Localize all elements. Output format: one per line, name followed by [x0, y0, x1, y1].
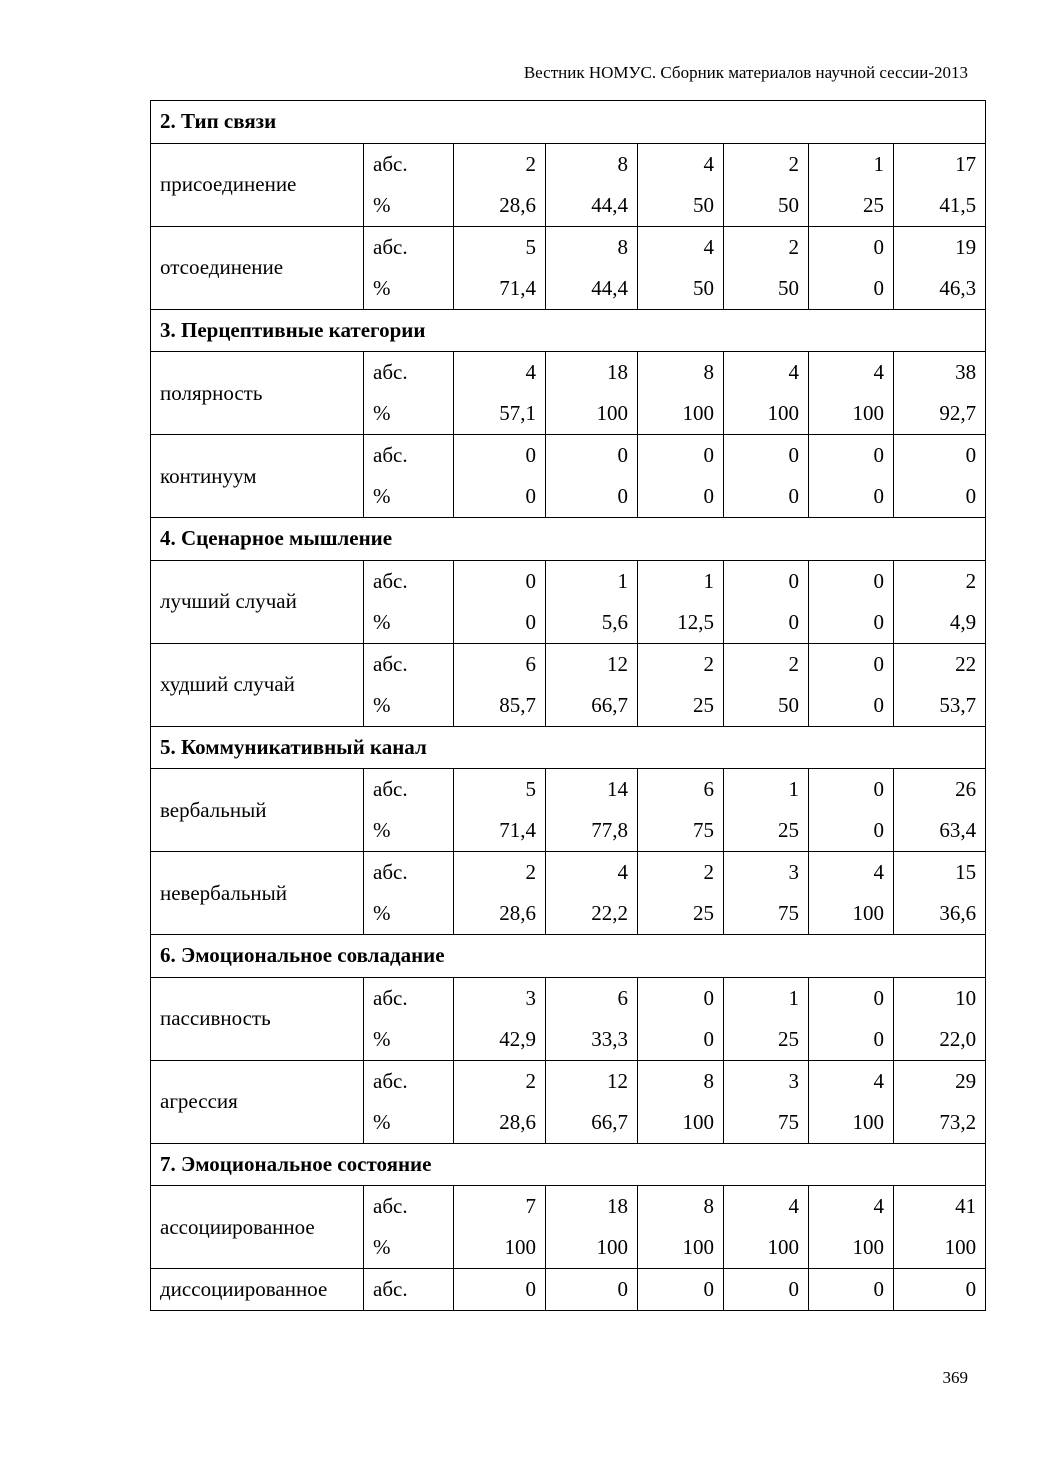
percent-value-cell: 28,6	[454, 893, 546, 935]
unit-abs: абс.	[364, 977, 454, 1019]
unit-percent: %	[364, 1227, 454, 1269]
abs-value-cell: 2	[724, 226, 809, 268]
abs-value-cell: 1	[638, 560, 724, 602]
unit-percent: %	[364, 893, 454, 935]
section-header-row	[151, 726, 986, 769]
abs-value-cell: 18	[546, 1186, 638, 1228]
percent-value-cell: 41,5	[894, 185, 986, 227]
percent-value-cell: 25	[638, 893, 724, 935]
percent-value-cell: 100	[638, 393, 724, 435]
percent-value-cell: 85,7	[454, 685, 546, 727]
unit-percent: %	[364, 1102, 454, 1144]
percent-value-cell: 0	[809, 268, 894, 310]
abs-value-cell: 1	[546, 560, 638, 602]
table-row	[151, 977, 986, 1019]
table-row	[151, 769, 986, 811]
unit-abs: абс.	[364, 1186, 454, 1228]
percent-value-cell: 50	[724, 268, 809, 310]
percent-value-cell: 22,0	[894, 1019, 986, 1061]
abs-value-cell: 17	[894, 143, 986, 185]
abs-value-cell: 0	[724, 435, 809, 477]
abs-value-cell: 29	[894, 1060, 986, 1102]
abs-value-cell: 26	[894, 769, 986, 811]
percent-value-cell: 12,5	[638, 602, 724, 644]
row-label: вербальный	[151, 769, 364, 852]
unit-percent: %	[364, 602, 454, 644]
percent-value-cell: 100	[454, 1227, 546, 1269]
abs-value-cell: 0	[809, 977, 894, 1019]
abs-value-cell: 2	[894, 560, 986, 602]
percent-value-cell: 28,6	[454, 185, 546, 227]
unit-percent: %	[364, 1019, 454, 1061]
percent-value-cell: 0	[809, 685, 894, 727]
abs-value-cell: 10	[894, 977, 986, 1019]
percent-value-cell: 0	[638, 1019, 724, 1061]
percent-value-cell: 44,4	[546, 268, 638, 310]
unit-percent: %	[364, 268, 454, 310]
abs-value-cell: 38	[894, 352, 986, 394]
row-label: пассивность	[151, 977, 364, 1060]
percent-value-cell: 5,6	[546, 602, 638, 644]
abs-value-cell: 1	[724, 769, 809, 811]
section-title: 2. Тип связи	[151, 101, 986, 144]
percent-value-cell: 0	[454, 476, 546, 518]
table-row	[151, 560, 986, 602]
abs-value-cell: 2	[638, 852, 724, 894]
percent-value-cell: 0	[809, 1019, 894, 1061]
percent-value-cell: 0	[454, 602, 546, 644]
table-row	[151, 226, 986, 268]
unit-percent: %	[364, 185, 454, 227]
table-row	[151, 1060, 986, 1102]
running-header: Вестник НОМУС. Сборник материалов научной сессии-2013	[523, 63, 968, 82]
percent-value-cell: 75	[724, 893, 809, 935]
percent-value-cell: 50	[638, 185, 724, 227]
percent-value-cell: 0	[809, 602, 894, 644]
table-row	[151, 852, 986, 894]
abs-value-cell: 19	[894, 226, 986, 268]
abs-value-cell: 0	[638, 1269, 724, 1311]
percent-value-cell: 100	[809, 1102, 894, 1144]
percent-value-cell: 100	[638, 1102, 724, 1144]
unit-abs: абс.	[364, 1269, 454, 1311]
percent-value-cell: 73,2	[894, 1102, 986, 1144]
abs-value-cell: 4	[809, 1060, 894, 1102]
abs-value-cell: 0	[809, 435, 894, 477]
percent-value-cell: 71,4	[454, 810, 546, 852]
unit-abs: абс.	[364, 352, 454, 394]
abs-value-cell: 3	[724, 852, 809, 894]
percent-value-cell: 100	[809, 893, 894, 935]
unit-abs: абс.	[364, 852, 454, 894]
percent-value-cell: 57,1	[454, 393, 546, 435]
abs-value-cell: 0	[809, 1269, 894, 1311]
section-header-row	[151, 1143, 986, 1186]
row-label: диссоциированное	[151, 1269, 364, 1311]
abs-value-cell: 7	[454, 1186, 546, 1228]
abs-value-cell: 2	[454, 1060, 546, 1102]
abs-value-cell: 1	[724, 977, 809, 1019]
abs-value-cell: 5	[454, 769, 546, 811]
abs-value-cell: 3	[724, 1060, 809, 1102]
percent-value-cell: 75	[724, 1102, 809, 1144]
percent-value-cell: 25	[809, 185, 894, 227]
abs-value-cell: 4	[638, 143, 724, 185]
results-table	[150, 100, 986, 1311]
abs-value-cell: 0	[809, 560, 894, 602]
unit-percent: %	[364, 685, 454, 727]
section-header-row	[151, 518, 986, 561]
row-label: агрессия	[151, 1060, 364, 1143]
table-row	[151, 1269, 986, 1311]
table-row	[151, 143, 986, 185]
unit-percent: %	[364, 393, 454, 435]
percent-value-cell: 28,6	[454, 1102, 546, 1144]
abs-value-cell: 0	[454, 435, 546, 477]
percent-value-cell: 100	[546, 1227, 638, 1269]
page-number: 369	[942, 1368, 968, 1387]
table-row	[151, 1186, 986, 1228]
percent-value-cell: 77,8	[546, 810, 638, 852]
percent-value-cell: 100	[638, 1227, 724, 1269]
abs-value-cell: 6	[546, 977, 638, 1019]
percent-value-cell: 0	[724, 476, 809, 518]
section-header-row	[151, 935, 986, 978]
percent-value-cell: 46,3	[894, 268, 986, 310]
percent-value-cell: 100	[546, 393, 638, 435]
percent-value-cell: 25	[724, 810, 809, 852]
abs-value-cell: 0	[546, 435, 638, 477]
abs-value-cell: 3	[454, 977, 546, 1019]
abs-value-cell: 0	[454, 560, 546, 602]
abs-value-cell: 15	[894, 852, 986, 894]
abs-value-cell: 4	[809, 852, 894, 894]
percent-value-cell: 92,7	[894, 393, 986, 435]
percent-value-cell: 75	[638, 810, 724, 852]
abs-value-cell: 0	[546, 1269, 638, 1311]
abs-value-cell: 4	[809, 1186, 894, 1228]
abs-value-cell: 4	[546, 852, 638, 894]
abs-value-cell: 8	[638, 1186, 724, 1228]
abs-value-cell: 0	[454, 1269, 546, 1311]
percent-value-cell: 36,6	[894, 893, 986, 935]
percent-value-cell: 0	[809, 476, 894, 518]
row-label: лучший случай	[151, 560, 364, 643]
table-body	[151, 101, 986, 1311]
abs-value-cell: 2	[454, 852, 546, 894]
section-header-row	[151, 101, 986, 144]
percent-value-cell: 50	[724, 185, 809, 227]
abs-value-cell: 0	[638, 977, 724, 1019]
row-label: присоединение	[151, 143, 364, 226]
abs-value-cell: 0	[809, 643, 894, 685]
percent-value-cell: 44,4	[546, 185, 638, 227]
abs-value-cell: 0	[809, 769, 894, 811]
percent-value-cell: 100	[809, 1227, 894, 1269]
unit-abs: абс.	[364, 226, 454, 268]
percent-value-cell: 33,3	[546, 1019, 638, 1061]
abs-value-cell: 0	[724, 560, 809, 602]
table-row	[151, 435, 986, 477]
abs-value-cell: 0	[894, 435, 986, 477]
abs-value-cell: 8	[638, 1060, 724, 1102]
abs-value-cell: 8	[546, 143, 638, 185]
percent-value-cell: 0	[638, 476, 724, 518]
abs-value-cell: 0	[724, 1269, 809, 1311]
table-row	[151, 352, 986, 394]
row-label: полярность	[151, 352, 364, 435]
abs-value-cell: 5	[454, 226, 546, 268]
unit-percent: %	[364, 476, 454, 518]
abs-value-cell: 6	[638, 769, 724, 811]
section-title: 7. Эмоциональное состояние	[151, 1143, 986, 1186]
abs-value-cell: 2	[638, 643, 724, 685]
abs-value-cell: 4	[638, 226, 724, 268]
unit-abs: абс.	[364, 1060, 454, 1102]
row-label: континуум	[151, 435, 364, 518]
unit-abs: абс.	[364, 643, 454, 685]
abs-value-cell: 4	[809, 352, 894, 394]
section-header-row	[151, 309, 986, 352]
abs-value-cell: 4	[724, 1186, 809, 1228]
percent-value-cell: 100	[724, 393, 809, 435]
abs-value-cell: 0	[809, 226, 894, 268]
abs-value-cell: 0	[638, 435, 724, 477]
abs-value-cell: 18	[546, 352, 638, 394]
unit-percent: %	[364, 810, 454, 852]
abs-value-cell: 2	[724, 143, 809, 185]
abs-value-cell: 14	[546, 769, 638, 811]
section-title: 5. Коммуникативный канал	[151, 726, 986, 769]
abs-value-cell: 22	[894, 643, 986, 685]
section-title: 3. Перцептивные категории	[151, 309, 986, 352]
percent-value-cell: 100	[809, 393, 894, 435]
unit-abs: абс.	[364, 143, 454, 185]
abs-value-cell: 41	[894, 1186, 986, 1228]
section-title: 4. Сценарное мышление	[151, 518, 986, 561]
percent-value-cell: 22,2	[546, 893, 638, 935]
percent-value-cell: 66,7	[546, 685, 638, 727]
percent-value-cell: 71,4	[454, 268, 546, 310]
percent-value-cell: 0	[724, 602, 809, 644]
abs-value-cell: 12	[546, 643, 638, 685]
abs-value-cell: 4	[724, 352, 809, 394]
percent-value-cell: 53,7	[894, 685, 986, 727]
abs-value-cell: 12	[546, 1060, 638, 1102]
abs-value-cell: 1	[809, 143, 894, 185]
percent-value-cell: 100	[724, 1227, 809, 1269]
abs-value-cell: 8	[638, 352, 724, 394]
unit-abs: абс.	[364, 560, 454, 602]
abs-value-cell: 2	[454, 143, 546, 185]
row-label: невербальный	[151, 852, 364, 935]
row-label: ассоциированное	[151, 1186, 364, 1269]
unit-abs: абс.	[364, 435, 454, 477]
abs-value-cell: 4	[454, 352, 546, 394]
percent-value-cell: 63,4	[894, 810, 986, 852]
row-label: отсоединение	[151, 226, 364, 309]
abs-value-cell: 6	[454, 643, 546, 685]
abs-value-cell: 2	[724, 643, 809, 685]
percent-value-cell: 25	[638, 685, 724, 727]
percent-value-cell: 0	[894, 476, 986, 518]
percent-value-cell: 66,7	[546, 1102, 638, 1144]
percent-value-cell: 50	[638, 268, 724, 310]
abs-value-cell: 8	[546, 226, 638, 268]
unit-abs: абс.	[364, 769, 454, 811]
abs-value-cell: 0	[894, 1269, 986, 1311]
percent-value-cell: 50	[724, 685, 809, 727]
percent-value-cell: 0	[809, 810, 894, 852]
percent-value-cell: 25	[724, 1019, 809, 1061]
row-label: худший случай	[151, 643, 364, 726]
percent-value-cell: 0	[546, 476, 638, 518]
percent-value-cell: 100	[894, 1227, 986, 1269]
percent-value-cell: 4,9	[894, 602, 986, 644]
percent-value-cell: 42,9	[454, 1019, 546, 1061]
section-title: 6. Эмоциональное совладание	[151, 935, 986, 978]
table-row	[151, 643, 986, 685]
